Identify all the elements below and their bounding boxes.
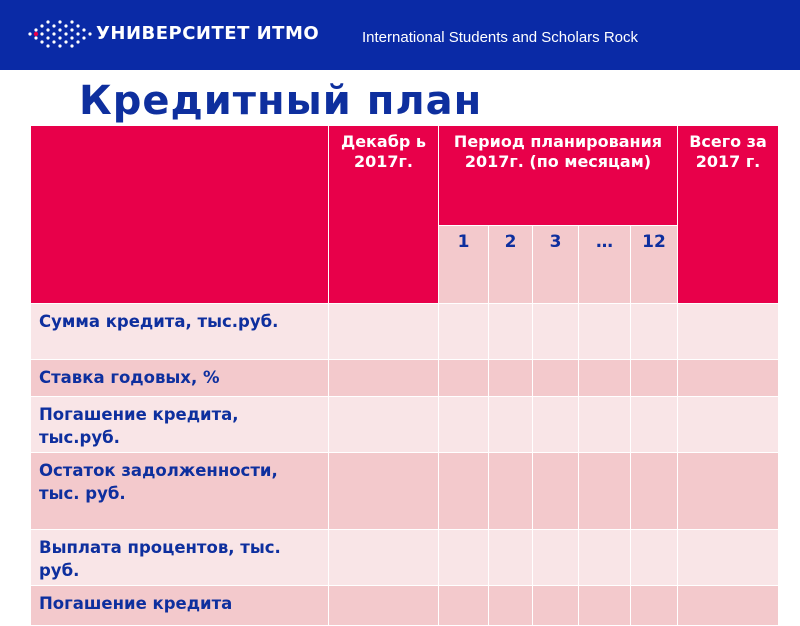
row-label: Погашение кредита, тыс.руб. — [31, 397, 329, 453]
table-cell[interactable] — [533, 360, 579, 397]
table-cell[interactable] — [533, 397, 579, 453]
header-december: Декабр ь 2017г. — [329, 126, 439, 304]
table-cell[interactable] — [579, 304, 631, 360]
table-cell[interactable] — [631, 360, 678, 397]
header-bar — [0, 0, 800, 70]
table-cell[interactable] — [533, 586, 579, 626]
month-cell: 1 — [439, 226, 489, 304]
table-cell[interactable] — [678, 530, 779, 586]
table-cell[interactable] — [329, 530, 439, 586]
table-cell[interactable] — [678, 304, 779, 360]
itmo-logo-icon — [26, 18, 94, 50]
page-title: Кредитный план — [79, 78, 483, 124]
table-row — [31, 304, 779, 360]
table-cell[interactable] — [678, 397, 779, 453]
table-row — [31, 586, 779, 626]
table-cell[interactable] — [631, 530, 678, 586]
table-cell[interactable] — [329, 304, 439, 360]
table-row — [31, 397, 779, 453]
table-cell[interactable] — [579, 397, 631, 453]
table-row — [31, 360, 779, 397]
table-cell[interactable] — [579, 586, 631, 626]
month-cell: 2 — [489, 226, 533, 304]
table-cell[interactable] — [439, 530, 489, 586]
table-cell[interactable] — [579, 530, 631, 586]
month-cell: 3 — [533, 226, 579, 304]
table-cell[interactable] — [678, 453, 779, 530]
table-cell[interactable] — [439, 453, 489, 530]
row-label: Остаток задолженности, тыс. руб. — [31, 453, 329, 530]
table-cell[interactable] — [533, 530, 579, 586]
table-cell[interactable] — [439, 397, 489, 453]
table-cell[interactable] — [329, 586, 439, 626]
header-planning-period: Период планирования 2017г. (по месяцам) — [439, 126, 678, 226]
table-cell[interactable] — [631, 586, 678, 626]
table-row — [31, 530, 779, 586]
row-label: Ставка годовых, % — [31, 360, 329, 397]
row-label: Сумма кредита, тыс.руб. — [31, 304, 329, 360]
table-cell[interactable] — [439, 360, 489, 397]
logo-text: УНИВЕРСИТЕТ ИТМО — [96, 23, 320, 44]
header-empty-cell — [31, 126, 329, 304]
table-cell[interactable] — [329, 453, 439, 530]
header-subtitle: International Students and Scholars Rock — [362, 29, 638, 46]
month-cell: … — [579, 226, 631, 304]
credit-plan-table — [30, 125, 779, 626]
table-cell[interactable] — [489, 453, 533, 530]
table-cell[interactable] — [631, 304, 678, 360]
table-cell[interactable] — [631, 453, 678, 530]
table-cell[interactable] — [489, 586, 533, 626]
table-cell[interactable] — [533, 304, 579, 360]
table-cell[interactable] — [579, 453, 631, 530]
row-label: Выплата процентов, тыс. руб. — [31, 530, 329, 586]
table-cell[interactable] — [678, 586, 779, 626]
table-cell[interactable] — [329, 397, 439, 453]
table-cell[interactable] — [678, 360, 779, 397]
table-cell[interactable] — [439, 304, 489, 360]
table-cell[interactable] — [329, 360, 439, 397]
table-cell[interactable] — [533, 453, 579, 530]
table-row — [31, 453, 779, 530]
table-cell[interactable] — [489, 530, 533, 586]
table-cell[interactable] — [489, 304, 533, 360]
table-cell[interactable] — [579, 360, 631, 397]
table-cell[interactable] — [489, 397, 533, 453]
row-label: Погашение кредита — [31, 586, 329, 626]
table-cell[interactable] — [631, 397, 678, 453]
table-cell[interactable] — [489, 360, 533, 397]
header-total: Всего за 2017 г. — [678, 126, 779, 304]
month-cell: 12 — [631, 226, 678, 304]
table-cell[interactable] — [439, 586, 489, 626]
